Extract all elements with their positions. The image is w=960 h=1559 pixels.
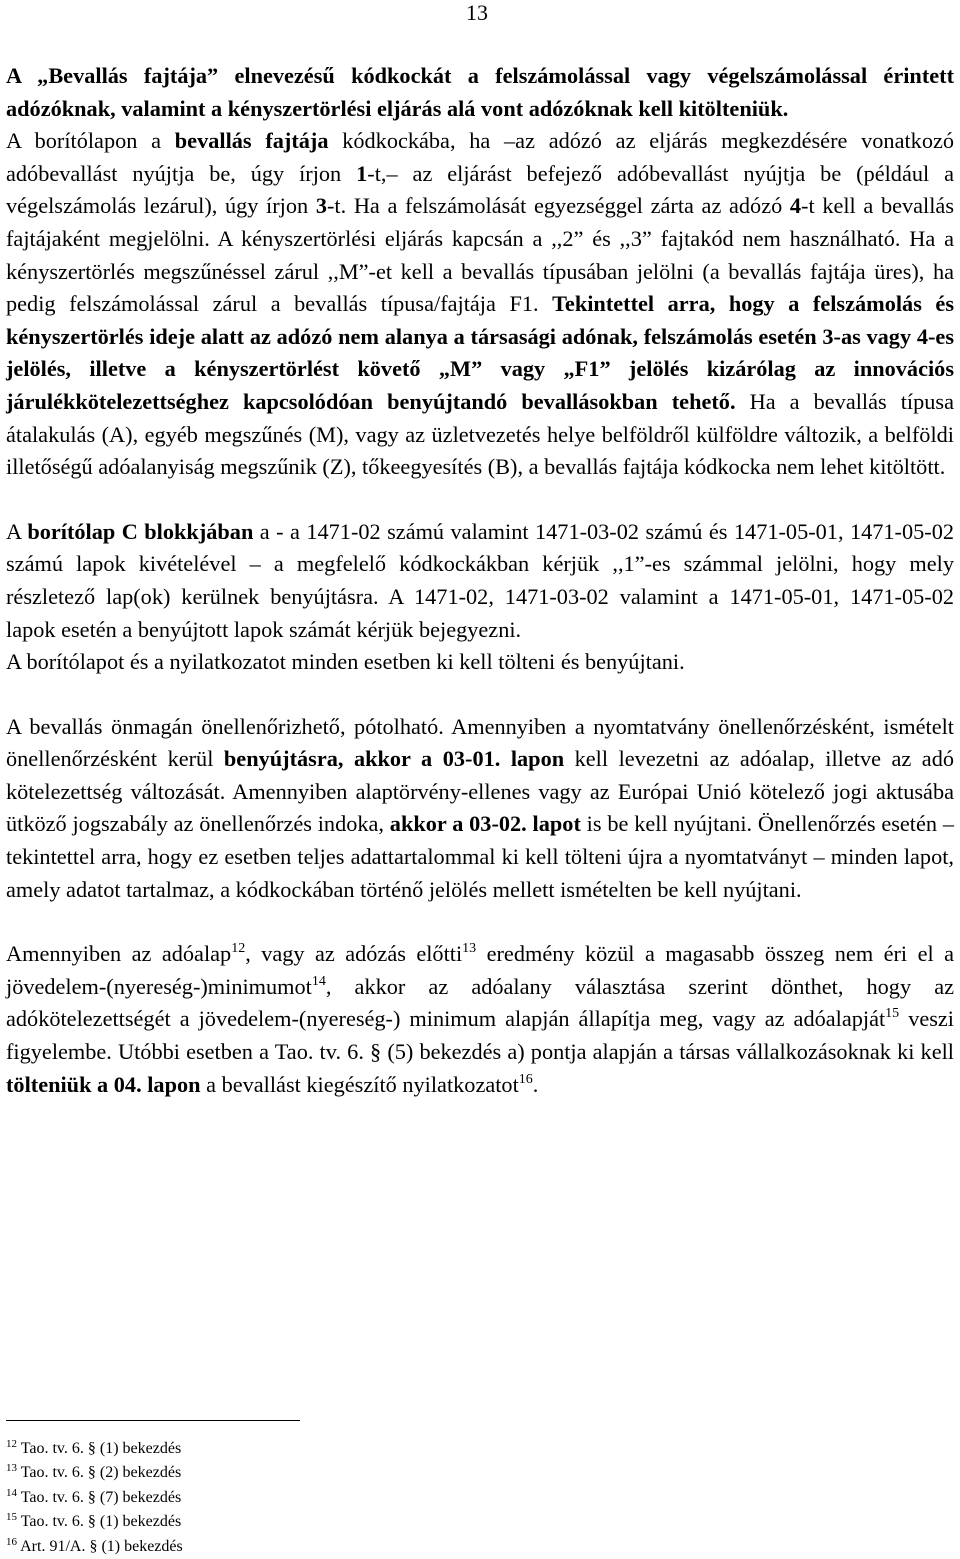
paragraph-bevallas-fajtaja-rules — [6, 125, 954, 484]
text-run: A borítólapot és a nyilatkozatot minden esetben ki kell tölteni és benyújtani. — [6, 649, 685, 675]
bold-text: 1 — [356, 160, 368, 186]
bold-text: 3 — [315, 193, 327, 219]
text-run: veszi figyelembe. Utóbbi esetben a Tao. tv. 6. § (5) bekezdés a) pontja alapján a társas vállalkozásoknak ki kell — [6, 1006, 955, 1065]
text-run: Amennyiben az adóalap — [6, 941, 232, 967]
bold-text: A „Bevallás fajtája” elnevezésű kódkockát a felszámolással vagy végelszámolással érintett adózóknak, valamint a kényszertörlési eljárás alá vont adózóknak kell kitölteniük. — [6, 63, 954, 121]
footnote-text: Tao. tv. 6. § (1) bekezdés — [17, 1440, 182, 1457]
text-run: . — [532, 1071, 539, 1097]
footnote-item — [6, 1535, 183, 1559]
bold-text: borítólap C blokkjában — [27, 518, 254, 544]
bold-text: 4 — [789, 193, 802, 219]
footnote-ref[interactable]: 15 — [885, 1006, 900, 1022]
paragraph-gap — [6, 906, 954, 938]
footnote-text: Tao. tv. 6. § (2) bekezdés — [17, 1464, 182, 1482]
text-run: -t,– az eljárást befejező adóbevallást nyújtja be (például a végelszámolás lezárul), úgy írjon — [6, 160, 955, 219]
footnote-text: Tao. tv. 6. § (7) bekezdés — [17, 1488, 182, 1506]
text-run: Ha a bevallás típusa átalakulás (A), egyéb megszűnés (M), vagy az üzletvezetés helye belföldről külföldre változik, a belföldi illetőségű adóalanyiság megszűnik (Z), tőkeegyesítés (B), a bevallás fajtája kódkocka nem lehet kitöltött. — [6, 388, 954, 480]
footnotes — [6, 1437, 183, 1559]
paragraph-c-blokk — [6, 516, 954, 646]
paragraph-gap — [6, 679, 954, 711]
paragraph-jovedelem-minimum — [6, 938, 954, 1101]
footnote-text: Art. 91/A. § (1) bekezdés — [17, 1537, 183, 1555]
footnote-ref[interactable]: 14 — [311, 973, 326, 989]
text-run: A bevallás önmagán önellenőrizhető, pótolható. Amennyiben a nyomtatvány önellenőrzésként, ismételt önellenőrzésként kerül — [6, 713, 954, 772]
paragraph-boritolap-nyilatkozat — [6, 646, 954, 679]
text-run: -t kell a bevallás fajtájaként megjelölni. A kényszertörlési eljárás kapcsán a ,,2” és ,,3” fajtakód nem használható. Ha a kényszertörlés megszűnéssel zárul ,,M”-et kell a bevallás típusában jelölni (a bevallás fajtája üres), ha pedig felszámolással zárul a bevallás típusa/fajtája F1. — [6, 193, 954, 317]
text-run: , akkor az adóalany választása szerint dönthet, hogy az adókötelezettségét a jövedelem-(nyereség-) minimum alapján állapítja meg, vagy az adóalapját — [6, 973, 954, 1032]
footnote-item — [6, 1461, 183, 1485]
footnote-item — [6, 1437, 183, 1461]
text-run: A — [6, 518, 28, 544]
footnote-ref[interactable]: 12 — [231, 941, 246, 957]
page-body — [6, 60, 954, 1101]
footnote-item — [6, 1510, 183, 1534]
paragraph-onellenorzes — [6, 711, 954, 907]
text-run: kell levezetni az adóalap, illetve az adó kötelezettség változását. Amennyiben alaptörvény-ellenes vagy az Európai Unió kötelező jogi aktusába ütköző jogszabály az önellenőrzés indoka, — [6, 746, 955, 837]
footnote-ref[interactable]: 13 — [462, 941, 477, 957]
text-run: a bevallást kiegészítő nyilatkozatot — [200, 1071, 519, 1097]
text-run: A borítólapon a — [6, 128, 175, 154]
text-run: is be kell nyújtani. Önellenőrzés esetén – tekintettel arra, hogy ez esetben teljes adattartalommal ki kell tölteni újra a nyomtatványt – minden lapot, amely adatot tartalmaz, a kódkockában történő jelölés mellett ismételten be kell nyújtani. — [6, 811, 954, 902]
footnote-number: 12 — [6, 1438, 17, 1450]
footnote-number: 14 — [6, 1486, 17, 1499]
footnote-number: 13 — [6, 1462, 17, 1475]
text-run: -t. Ha a felszámolását egyezséggel zárta az adózó — [326, 193, 790, 219]
paragraph-bevallas-fajtaja-intro — [6, 60, 954, 125]
footnote-number: 16 — [6, 1535, 17, 1548]
footnote-item — [6, 1486, 183, 1510]
paragraph-gap — [6, 484, 954, 516]
bold-text: akkor a 03-02. lapot — [389, 811, 581, 837]
text-run: , vagy az adózás előtti — [245, 941, 463, 967]
text-run: a - a 1471-02 számú valamint 1471-03-02 számú és 1471-05-01, 1471-05-02 számú lapok kivételével – a megfelelő kódkockákban kérjük ,,1”-es számmal jelölni, hogy mely részletező lap(ok) kerülnek benyújtásra. A 1471-02, 1471-03-02 valamint a 1471-05-01, 1471-05-02 lapok esetén a benyújtott lapok számát kérjük bejegyezni. — [6, 518, 954, 642]
footnote-number: 15 — [6, 1511, 17, 1524]
footnote-ref[interactable]: 16 — [518, 1071, 533, 1087]
bold-text: Tekintettel arra, hogy a felszámolás és kényszertörlés ideje alatt az adózó nem alanya a társasági adónak, felszámolás esetén 3-as vagy 4-es jelölés, illetve a kényszertörlést követő „M” vagy „F1” jelölés kizárólag az innovációs járulékkötelezettséghez kapcsolódóan benyújtandó bevallásokban tehető. — [6, 291, 954, 414]
bold-text: benyújtásra, akkor a 03-01. lapon — [223, 746, 565, 772]
footnote-text: Tao. tv. 6. § (1) bekezdés — [17, 1513, 182, 1531]
bold-text: bevallás fajtája — [174, 128, 329, 154]
text-run: kódkockába, ha –az adózó az eljárás megkezdésére vonatkozó adóbevallást nyújtja be, úgy írjon — [6, 128, 955, 186]
text-run: eredmény közül a magasabb összeg nem éri el a jövedelem-(nyereség-)minimumot — [6, 941, 954, 999]
page-number: 13 — [466, 0, 488, 25]
bold-text: tölteniük a 04. lapon — [6, 1071, 201, 1097]
footnote-separator — [6, 1420, 300, 1421]
